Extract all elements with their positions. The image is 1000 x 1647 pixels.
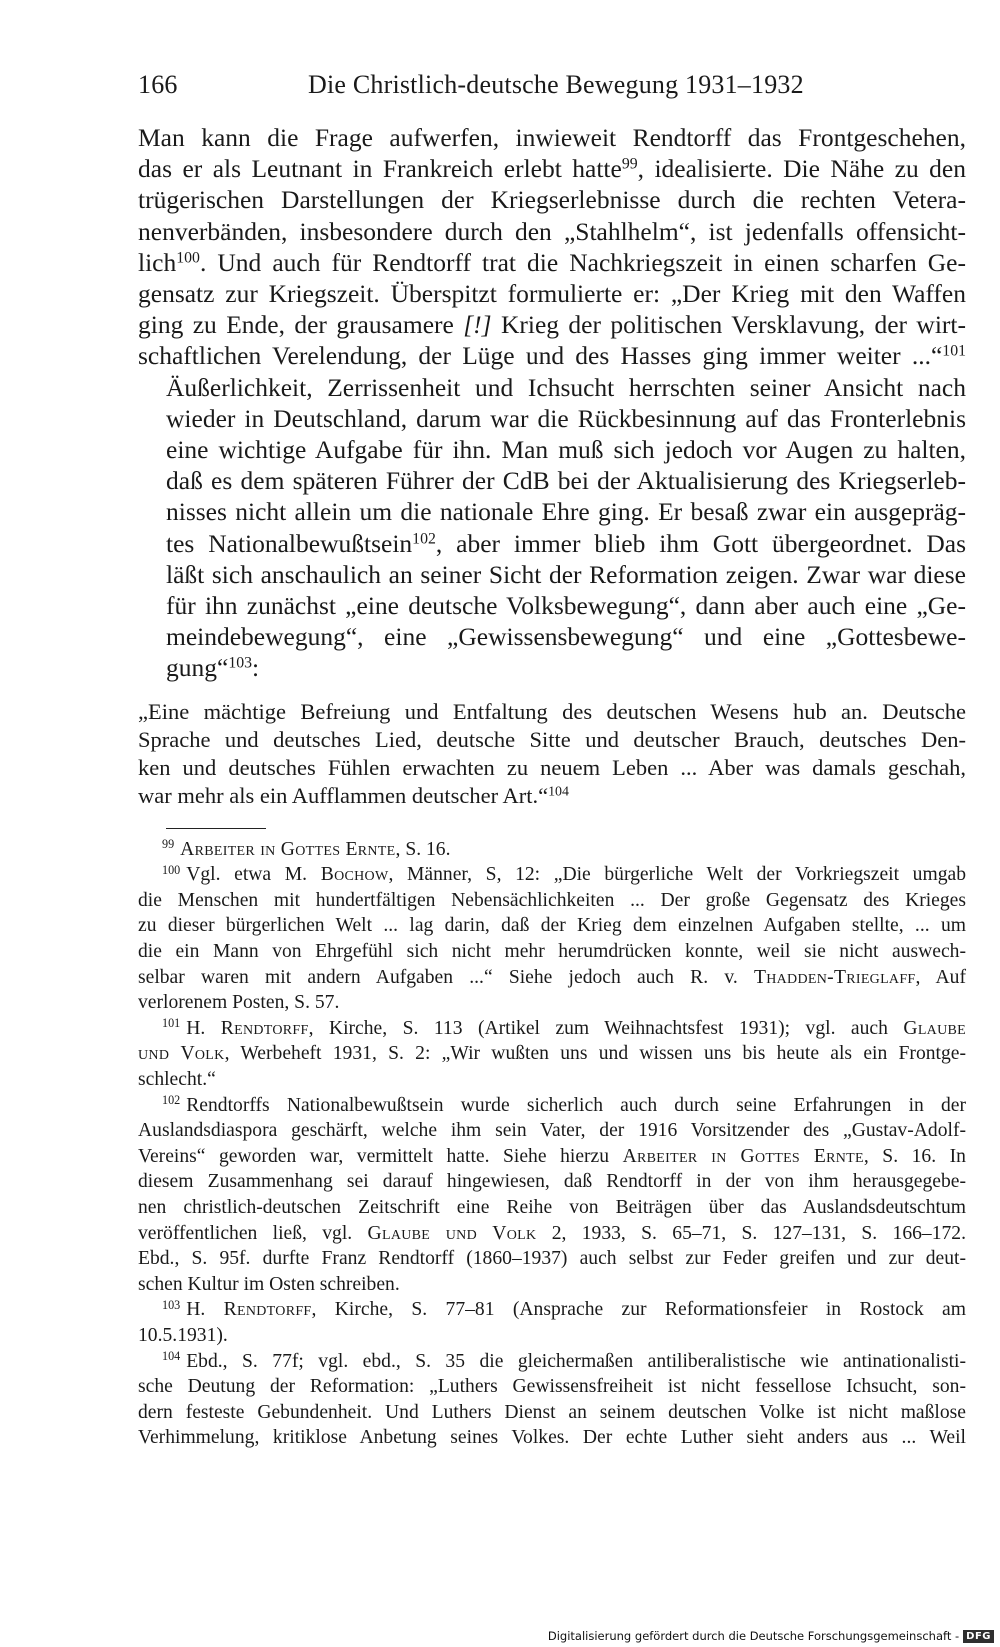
footnote-101 [138,1016,966,1093]
footnote-line: zu dieser bürgerlichen Welt ... lag darin, daß der Krieg dem einzelnen Aufgaben stellte, ... um [138,915,966,937]
footnote-ref-102[interactable]: 102 [412,529,436,547]
footnote-line: und Volk, Werbeheft 1931, S. 2: „Wir wußten uns und wissen uns bis heute als ein Frontge- [138,1043,966,1065]
footnote-line: $^{104}$ Ebd., S. 77f; vgl. ebd., S. 35 die gleichermaßen antiliberalistische wie antinationalisti- [162,1348,966,1372]
text-line: für ihn zunächst „eine deutsche Volksbewegung“, dann aber auch eine „Ge- [166,591,966,621]
running-title: Die Christlich-deutsche Bewegung 1931–1932 [308,70,804,99]
footnote-number: 103 [162,1297,181,1312]
quote-line: Sprache und deutsches Lied, deutsche Sitte und deutscher Brauch, deutsches Den- [138,726,966,752]
text-line: Man kann die Frage aufwerfen, inwieweit Rendtorff das Frontgeschehen, [138,123,966,152]
footnote-line: Verhimmelung, kritiklose Anbetung seines Volkes. Der echte Luther sieht anders aus ... Weil [138,1427,966,1449]
footnote-104 [138,1349,966,1451]
text-line: daß es dem späteren Führer der CdB bei der Aktualisierung des Kriegserleb- [166,466,966,496]
quote-line: war mehr als ein Aufflammen deutscher Art.“$^{104}$ [138,782,569,808]
footnote-separator [166,828,266,829]
footnote-number: 104 [162,1348,181,1363]
footnote-line: die ein Mann von Ehrgefühl sich nicht mehr herumdrücken konnte, weil sie nicht auswech- [138,941,966,963]
text-line: nenverbänden, insbesondere durch den „Stahlhelm“, ist jedenfalls offensicht- [138,216,966,246]
footnote-line: Ebd., S. 95f. durfte Franz Rendtorff (1860–1937) auch selbst zur Feder greifen und zur deut- [138,1248,966,1270]
footnote-ref-101[interactable]: 101 [942,342,966,360]
text-line: ging zu Ende, der grausamere [!] Krieg der politischen Versklavung, der wirt- [138,310,966,340]
footnote-number: 102 [162,1092,181,1107]
sic-marker: [!] [463,310,492,340]
text-line: eine wichtige Aufgabe für ihn. Man muß sich jedoch vor Augen zu halten, [166,435,966,465]
footnote-line: $^{100}$ Vgl. etwa M. Bochow, Männer, S, 12: „Die bürgerliche Welt der Vorkriegszeit umgab [162,862,966,886]
footnote-103 [138,1297,966,1348]
text-line: Äußerlichkeit, Zerrissenheit und Ichsucht herrschten seiner Ansicht nach [166,372,966,402]
page-number: 166 [138,70,178,99]
footnote-99 [138,837,966,863]
footnote-line: Auslandsdiaspora geschärft, welche ihm sein Vater, der 1916 Vorsitzender des „Gustav-Adolf- [138,1120,966,1142]
footnote-line: Vereins“ geworden war, vermittelt hatte. Siehe hierzu Arbeiter in Gottes Ernte, S. 16. In [138,1145,966,1167]
footnote-line: nen christlich-deutschen Zeitschrift eine Reihe von Beiträgen über das Auslandsdeutschtum [138,1196,966,1218]
footnote-line: sche Deutung der Reformation: „Luthers Gewissensfreiheit ist nicht fessellose Ichsucht, son- [138,1376,966,1398]
text-line: gensatz zur Kriegszeit. Überspitzt formulierte er: „Der Krieg mit den Waffen [138,279,966,309]
text-line: tes Nationalbewußtsein$^{102}$, aber immer blieb ihm Gott übergeordnet. Das [166,528,966,558]
footnote-line: $^{101}$ H. Rendtorff, Kirche, S. 113 (Artikel zum Weihnachtsfest 1931); vgl. auch Glaube [162,1016,966,1039]
footnote-number: 101 [162,1016,181,1031]
text-line: wieder in Deutschland, darum war die Rückbesinnung auf das Fronterlebnis [166,403,966,433]
text-line: trügerischen Darstellungen der Kriegserlebnisse durch die rechten Vetera- [138,185,966,215]
text-line: gung“$^{103}$: [166,653,260,683]
text-line: schaftlichen Verelendung, der Lüge und des Hasses ging immer weiter ...“$^{101}$ [138,341,966,371]
footnote-line: $^{103}$ H. Rendtorff, Kirche, S. 77–81 (Ansprache zur Reformationsfeier in Rostock am [162,1297,966,1321]
text-line: lich$^{100}$. Und auch für Rendtorff trat die Nachkriegszeit in einen scharfen Ge- [138,247,966,277]
main-text [138,122,966,684]
dfg-logo: DFG [963,1630,994,1643]
text-line: läßt sich anschaulich an seiner Sicht der Reformation zeigen. Zwar war diese [166,559,966,589]
page-header [138,70,966,122]
footnotes [138,837,966,1451]
footnote-100 [138,862,966,1016]
footnote-number: 99 [162,836,175,851]
footnote-line: die Menschen mit hundertfältigen Nebensächlichkeiten ... Der große Gegensatz des Krieges [138,889,966,911]
footnote-line: diesem Zusammenhang sei darauf hingewiesen, daß Rendtorff in der von ihm herausgegebe- [138,1171,966,1193]
paragraph-1 [138,122,966,372]
footnote-line: dern festeste Gebundenheit. Und Luthers Dienst an seinem deutschen Volke ist nicht maßlose [138,1401,966,1423]
footnote-102 [138,1093,966,1298]
text-line: das er als Leutnant in Frankreich erlebt hatte$^{99}$, idealisierte. Die Nähe zu den [138,154,967,184]
footnote-ref-99[interactable]: 99 [621,155,638,173]
digitization-credit [548,1629,994,1643]
text-line: meindebewegung“, eine „Gewissensbewegung“ und eine „Gottesbewe- [166,622,966,652]
credit-text: Digitalisierung gefördert durch die Deutsche Forschungsgemeinschaft - [547,1629,960,1643]
block-quote [138,698,966,810]
footnote-line: schen Kultur im Osten schreiben. [138,1273,400,1295]
footnote-line: $^{99}$ Arbeiter in Gottes Ernte, S. 16. [162,836,451,860]
footnote-number: 100 [162,862,181,877]
footnote-line: schlecht.“ [138,1069,216,1090]
footnote-line: selbar waren mit andern Aufgaben ...“ Siehe jedoch auch R. v. Thadden-Trieglaff, Auf [138,966,967,988]
footnote-line: veröffentlichen ließ, vgl. Glaube und Volk 2, 1933, S. 65–71, S. 127–131, S. 166–172. [138,1222,966,1244]
footnote-line: verlorenem Posten, S. 57. [138,992,340,1014]
footnote-line: 10.5.1931). [138,1324,228,1346]
book-page [138,70,966,1451]
quote-line: „Eine mächtige Befreiung und Entfaltung des deutschen Wesens hub an. Deutsche [138,698,966,724]
footnote-ref-100[interactable]: 100 [176,249,200,267]
paragraph-2 [138,372,966,684]
text-line: nisses nicht allein um die nationale Ehre ging. Er besaß zwar ein ausgepräg- [166,497,966,527]
quote-line: ken und deutsches Fühlen erwachten zu neuem Leben ... Aber was damals geschah, [138,754,966,780]
footnote-ref-103[interactable]: 103 [228,654,253,672]
footnote-line: $^{102}$ Rendtorffs Nationalbewußtsein wurde sicherlich auch durch seine Erfahrungen in der [162,1092,966,1116]
footnote-ref-104[interactable]: 104 [548,783,569,799]
